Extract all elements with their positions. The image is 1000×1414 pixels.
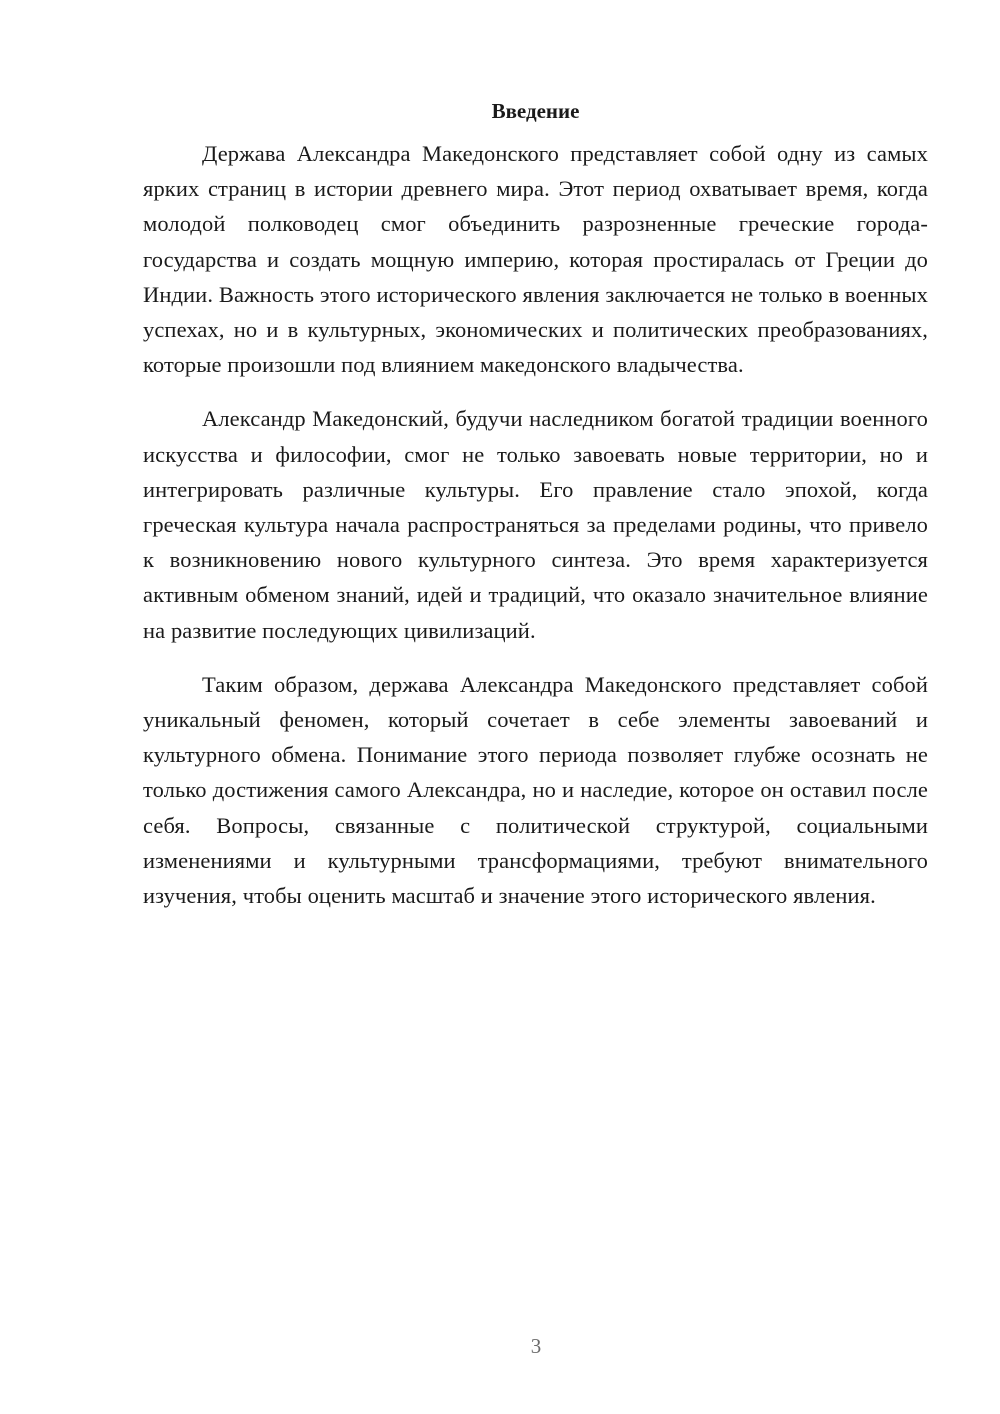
page-number: 3 [530,1334,542,1358]
section-title: Введение [491,99,580,123]
page-content [143,96,928,932]
paragraph-3: Таким образом, держава Александра Македонского представляет собой уникальный феномен, который сочетает в себе элементы завоеваний и культурного обмена. Понимание этого периода позволяет глубже осознать не только достижения самого Александра, но и наследие, которое он оставил после себя. Вопросы, связанные с политической структурой, социальными изменениями и культурными трансформациями, требуют внимательного изучения, чтобы оценить масштаб и значение этого исторического явления. [143,671,928,909]
paragraph-2: Александр Македонский, будучи наследником богатой традиции военного искусства и философии, смог не только завоевать новые территории, но и интегрировать различные культуры. Его правление стало эпохой, когда греческая культура начала распространяться за пределами родины, что привело к возникновению нового культурного синтеза. Это время характеризуется активным обменом знаний, идей и традиций, что оказало значительное влияние на развитие последующих цивилизаций. [143,406,928,643]
paragraph-1: Держава Александра Македонского представляет собой одну из самых ярких страниц в истории древнего мира. Этот период охватывает время, когда молодой полководец смог объединить разрозненные греческие города-государства и создать мощную империю, которая простиралась от Греции до Индии. Важность этого исторического явления заключается не только в военных успехах, но и в культурных, экономических и политических преобразованиях, которые произошли под влиянием македонского владычества. [143,141,928,378]
